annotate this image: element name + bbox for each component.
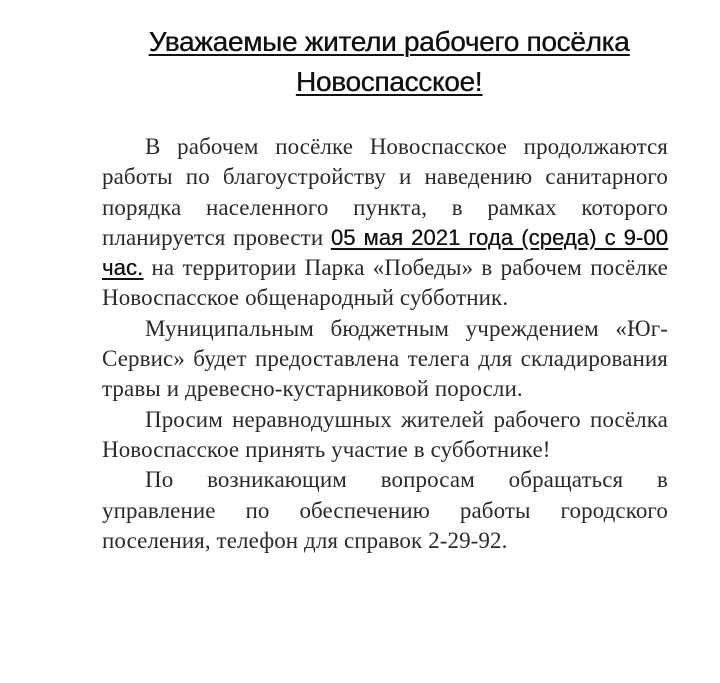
event-date-time: 05 мая 2021 года (среда) с 9-00 час. — [102, 224, 668, 281]
notice-title: Уважаемые жители рабочего посёлка Новоспасское! — [148, 26, 630, 97]
notice-body — [102, 132, 668, 556]
paragraph-announcement — [102, 132, 668, 314]
paragraph-contacts: По возникающим вопросам обращаться в управление по обеспечению работы городского поселения, телефон для справок 2-29-92. — [102, 467, 668, 553]
paragraph-equipment: Муниципальным бюджетным учреждением «Юг-Сервис» будет предоставлена телега для складирования травы и древесно-кустарниковой поросли. — [102, 315, 668, 402]
announcement-text-end: на территории Парка «Победы» в рабочем посёлке Новоспасское общенародный субботник. — [102, 255, 668, 311]
notice-document — [102, 22, 668, 556]
paragraph-invitation: Просим неравнодушных жителей рабочего посёлка Новоспасское принять участие в субботнике! — [102, 406, 668, 462]
announcement-text-start: В рабочем посёлке Новоспасское продолжаются работы по благоустройству и наведению санитарного порядка населенного пункта, в рамках которого планируется провести — [102, 134, 668, 250]
